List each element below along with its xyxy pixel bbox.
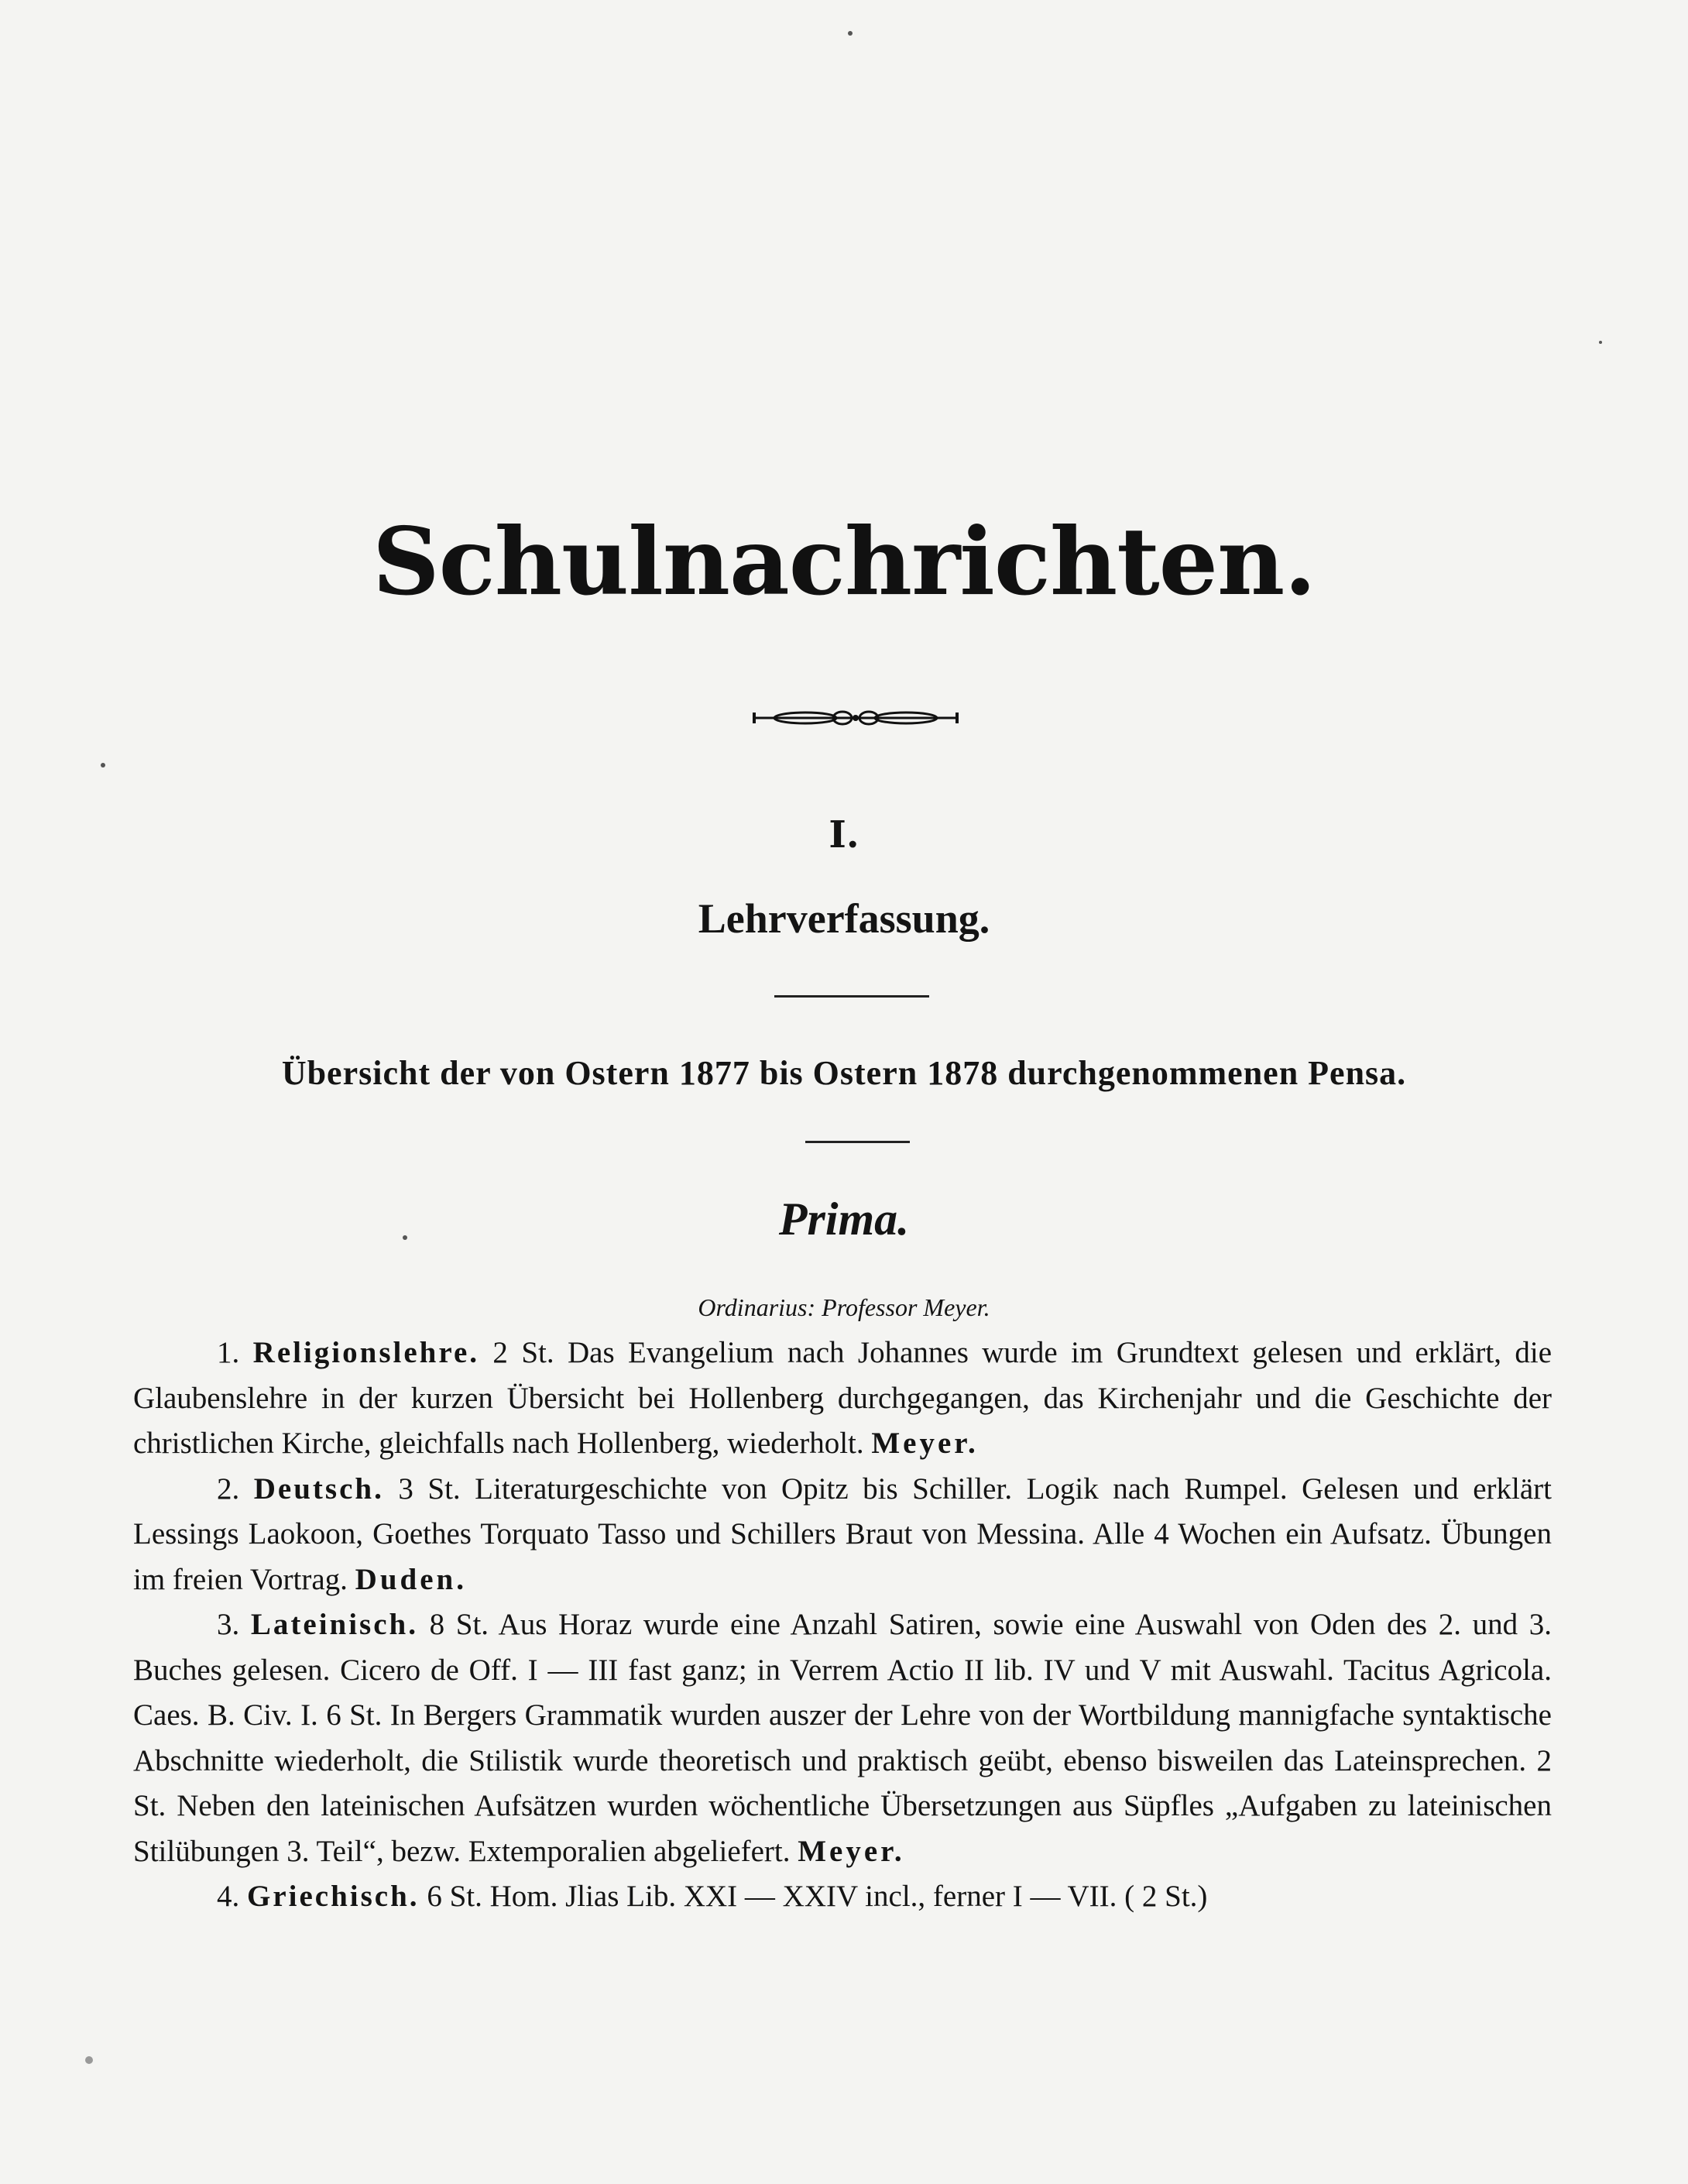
class-title: Prima. [778,1193,910,1245]
ornament-divider [751,706,960,730]
section-title: Lehrverfassung. [698,895,990,942]
subject-name: Religionslehre. [252,1336,480,1369]
ordinarius-line: Ordinarius: Professor Meyer. [698,1293,990,1321]
speck-mark [101,763,105,767]
speck-mark [85,2056,93,2064]
subject-text: 2 St. Das Evangelium nach Johannes wurde im Grundtext gelesen und erklärt, die Glaubenslehre in der kurzen Übersicht bei Hollenberg durchgegangen, das Kirchenjahr und die Geschichte der christlichen Kirche, gleichfalls nach Hollenberg, wiederholt. [133,1336,1552,1460]
speck-mark [1599,341,1602,344]
teacher-name: Meyer. [798,1834,905,1868]
subject-name: Deutsch. [253,1471,384,1506]
subject-number: 2. [217,1471,240,1506]
divider-rule [774,995,929,998]
subject-text: 3 St. Literaturgeschichte von Opitz bis Schiller. Logik nach Rumpel. Gelesen und erklärt Lessings Laokoon, Goethes Torquato Tasso und Schillers Braut von Messina. Alle 4 Wochen ein Aufsatz. Übungen im freien Vortrag. [133,1471,1552,1596]
subject-text: 6 St. Hom. Jlias Lib. XXI — XXIV incl., ferner I — VII. ( 2 St.) [427,1880,1208,1913]
speck-mark [848,31,853,36]
subject-paragraph [133,1602,1552,1874]
subject-number: 1. [217,1336,240,1369]
subject-number: 4. [217,1880,240,1913]
divider-rule [805,1141,910,1143]
subject-list [133,1331,1552,1920]
subject-paragraph [133,1874,1552,1920]
subject-number: 3. [217,1608,240,1641]
subject-name: Griechisch. [247,1880,420,1913]
subject-paragraph [133,1331,1552,1467]
teacher-name: Duden. [355,1562,467,1596]
subject-text: 8 St. Aus Horaz wurde eine Anzahl Satiren, sowie eine Auswahl von Oden des 2. und 3. Buches gelesen. Cicero de Off. I — III fast ganz; in Verrem Actio II lib. IV und V mit Auswahl. Tacitus Agricola. Caes. B. Civ. I. 6 St. In Bergers Grammatik wurden auszer der Lehre von der Wortbildung mannigfache syntaktische Abschnitte wiederholt, die Stilistik wurde theoretisch und praktisch geübt, ebenso bisweilen das Lateinsprechen. 2 St. Neben den lateinischen Aufsätzen wurden wöchentliche Übersetzungen aus Süpfles „Aufgaben zu lateinischen Stilübungen 3. Teil“, bezw. Extemporalien abgeliefert. [133,1608,1552,1868]
subject-name: Lateinisch. [250,1608,418,1641]
page-title: Schulnachrichten. [372,507,1316,616]
subject-paragraph [133,1467,1552,1603]
overview-heading: Übersicht der von Ostern 1877 bis Ostern 1878 durchgenommenen Pensa. [281,1054,1407,1092]
teacher-name: Meyer. [871,1427,979,1460]
section-number: I. [829,813,859,857]
